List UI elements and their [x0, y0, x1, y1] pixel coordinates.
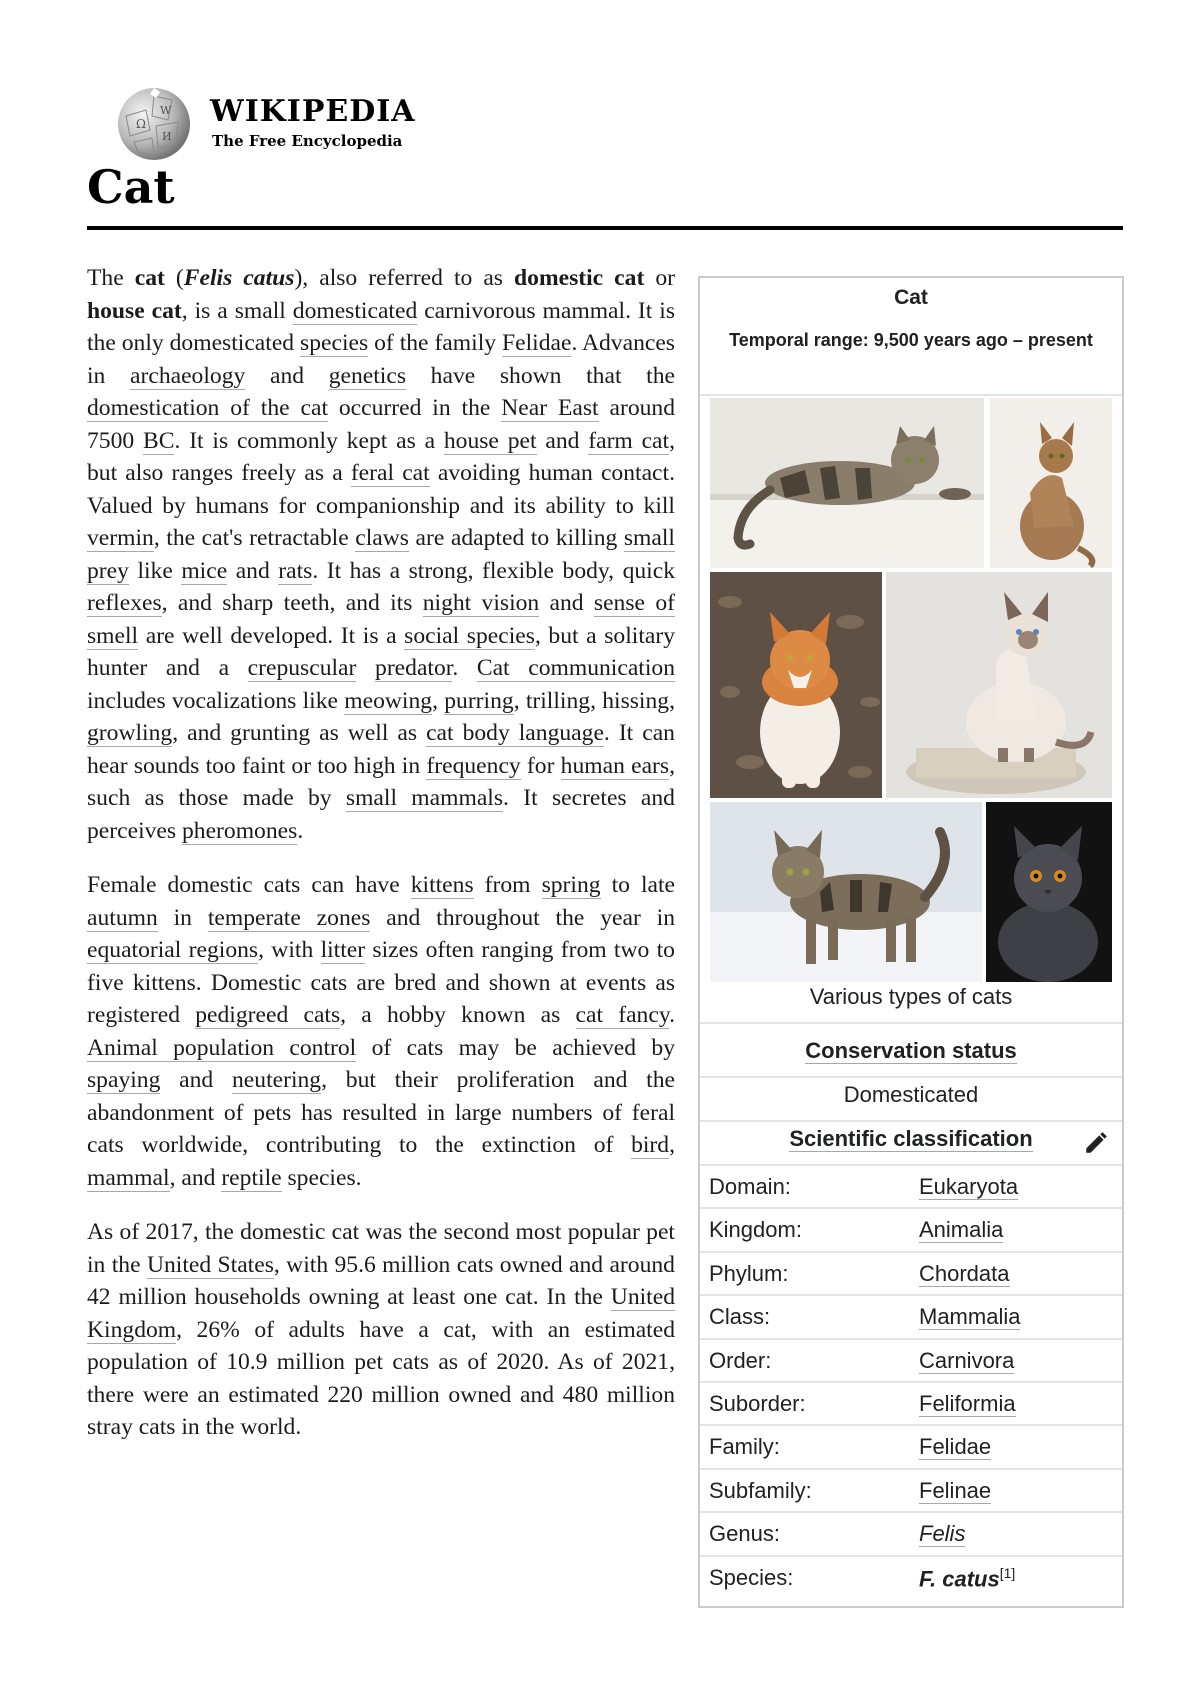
link-bc[interactable]: BC — [143, 427, 175, 454]
link-rats[interactable]: rats — [278, 557, 313, 584]
article-body — [87, 262, 675, 1466]
taxonomy-link[interactable]: Chordata — [919, 1260, 1010, 1286]
scientific-classification-heading[interactable]: Scientific classification — [700, 1126, 1122, 1152]
taxonomy-value[interactable] — [919, 1304, 1020, 1330]
taxonomy-row — [700, 1338, 1122, 1382]
reference-link[interactable]: [1] — [999, 1564, 1016, 1581]
taxonomy-value[interactable] — [919, 1478, 991, 1504]
wikipedia-wordmark: WIKIPEDIA — [210, 94, 416, 129]
taxonomy-rank: Subfamily: — [709, 1477, 812, 1503]
taxonomy-value[interactable] — [919, 1174, 1018, 1200]
link-vermin[interactable]: vermin — [87, 525, 154, 551]
link-crepuscular[interactable]: crepuscular — [247, 655, 357, 681]
wikipedia-logo[interactable] — [116, 86, 416, 166]
cat-photo-siamese[interactable] — [886, 572, 1112, 798]
taxonomy-rank: Kingdom: — [709, 1217, 802, 1243]
taxonomy-link[interactable]: Carnivora — [919, 1347, 1015, 1373]
link-bird[interactable]: bird — [631, 1132, 670, 1158]
infobox-title: Cat — [894, 286, 928, 309]
taxonomy-row — [700, 1251, 1122, 1295]
link-human-ears[interactable]: human ears — [560, 752, 670, 779]
link-litter[interactable]: litter — [320, 937, 366, 963]
infobox-divider — [700, 1022, 1122, 1024]
taxonomy-row — [700, 1555, 1122, 1599]
article-paragraph-1: The cat (Felis catus), also referred to as domestic cat or house cat, is a small domesticated carnivorous mammal. It is the only domesticated species of the family Felidae. Advances in archaeology and genetics have shown that the domestication of the cat occurred in the Near East around 7500 BC. It is commonly kept as a house pet and farm cat, but also ranges freely as a feral cat avoiding human contact. Valued by humans for companionship and its ability to kill vermin, the cat's retractable claws are adapted to killing small prey like mice and rats. It has a strong, flexible body, quick reflexes, and sharp teeth, and its night vision and sense of smell are well developed. It is a social species, but a solitary hunter and a crepuscular predator. Cat communication includes vocalizations like meowing, purring, trilling, hissing, growling, and grunting as well as cat body language. It can hear sounds too faint or too high in frequency for human ears, such as those made by small mammals. It secretes and perceives pheromones. — [87, 265, 676, 844]
link-mice[interactable]: mice — [181, 557, 228, 584]
link-archaeology[interactable]: archaeology — [130, 362, 246, 389]
page-title: Cat — [87, 160, 175, 214]
cat-photo-tabby-lying[interactable] — [710, 398, 984, 568]
taxonomy-rank: Phylum: — [709, 1260, 789, 1286]
taxonomy-link[interactable]: Felidae — [919, 1434, 992, 1460]
taxonomy-link[interactable]: Felis — [919, 1521, 966, 1547]
binomial-name: Felis catus — [183, 265, 295, 291]
taxonomy-link[interactable]: Feliformia — [919, 1391, 1016, 1416]
infobox-divider — [700, 394, 1122, 396]
taxonomy-rank: Species: — [709, 1564, 794, 1590]
link-predator[interactable]: predator — [375, 655, 453, 681]
infobox — [698, 276, 1124, 1608]
taxonomy-row — [700, 1164, 1122, 1208]
link-temperate-zones[interactable]: temperate zones — [207, 904, 371, 931]
link-claws[interactable]: claws — [355, 525, 409, 551]
link-purring[interactable]: purring — [444, 687, 514, 714]
taxonomy-value[interactable] — [919, 1434, 991, 1460]
cat-photo-ginger-white[interactable] — [710, 572, 882, 798]
taxonomy-row — [700, 1207, 1122, 1251]
taxonomy-rank: Genus: — [709, 1521, 780, 1547]
taxonomy-link[interactable]: Animalia — [919, 1217, 1004, 1243]
taxonomy-rank: Family: — [709, 1434, 780, 1460]
puzzle-globe-icon — [116, 86, 192, 162]
link-united-kingdom[interactable]: United Kingdom — [87, 1284, 675, 1343]
taxonomy-value[interactable] — [919, 1565, 1015, 1592]
link-house-pet[interactable]: house pet — [443, 427, 537, 454]
taxonomy-row — [700, 1511, 1122, 1555]
link-domestication-of-the-cat[interactable]: domestication of the cat — [87, 395, 328, 421]
link-spaying[interactable]: spaying — [87, 1067, 161, 1093]
link-frequency[interactable]: frequency — [426, 752, 521, 779]
link-animal-population-control[interactable]: Animal population control — [87, 1034, 357, 1061]
link-cat-communication[interactable]: Cat communication — [476, 655, 675, 681]
link-autumn[interactable]: autumn — [87, 904, 158, 931]
taxonomy-row — [700, 1468, 1122, 1512]
taxonomy-row — [700, 1294, 1122, 1338]
link-equatorial-regions[interactable]: equatorial regions — [87, 937, 259, 963]
link-genetics[interactable]: genetics — [328, 362, 407, 389]
article-paragraph-3: As of 2017, the domestic cat was the second most popular pet in the United States, with 95.6 million cats owned and around 42 million households owning at least one cat. In the United Kingdom, 26% of adults have a cat, with an estimated population of 10.9 million pet cats as of 2020. As of 2021, there were an estimated 220 million owned and 480 million stray cats in the world. — [87, 1219, 675, 1440]
taxonomy-rank: Suborder: — [709, 1391, 806, 1416]
taxonomy-row — [700, 1424, 1122, 1468]
svg-text:Ω: Ω — [136, 117, 146, 131]
link-feral-cat[interactable]: feral cat — [350, 460, 430, 486]
link-social-species[interactable]: social species — [404, 622, 535, 649]
svg-text:И: И — [162, 130, 172, 143]
title-divider — [87, 226, 1123, 230]
svg-text:W: W — [160, 104, 172, 117]
link-farm-cat[interactable]: farm cat — [588, 427, 670, 454]
bold-term: cat — [134, 265, 165, 291]
taxonomy-rank: Domain: — [709, 1174, 791, 1199]
taxonomy-rank: Order: — [709, 1347, 772, 1373]
link-felidae[interactable]: Felidae — [501, 330, 572, 356]
link-species[interactable]: species — [300, 330, 369, 356]
taxonomy-value[interactable] — [919, 1261, 1010, 1287]
link-near-east[interactable]: Near East — [501, 395, 599, 421]
taxonomy-value[interactable] — [919, 1391, 1016, 1417]
cat-photo-abyssinian[interactable] — [990, 398, 1112, 568]
taxonomy-link[interactable]: Felinae — [919, 1477, 992, 1503]
taxonomy-value[interactable] — [919, 1348, 1014, 1374]
taxonomy-link[interactable]: Eukaryota — [919, 1174, 1019, 1199]
link-reflexes[interactable]: reflexes — [87, 590, 162, 616]
link-pedigreed-cats[interactable]: pedigreed cats — [195, 1002, 341, 1028]
taxonomy-value[interactable] — [919, 1521, 965, 1547]
wikipedia-tagline: The Free Encyclopedia — [212, 132, 403, 150]
taxonomy-row — [700, 1381, 1122, 1425]
link-night-vision[interactable]: night vision — [422, 590, 540, 616]
image-caption: Various types of cats — [809, 984, 1013, 1009]
infobox-divider — [700, 1120, 1122, 1122]
link-growling[interactable]: growling — [87, 720, 173, 746]
link-sense-of-smell[interactable]: sense of smell — [87, 590, 675, 649]
taxonomy-rank: Class: — [709, 1304, 771, 1330]
link-small-prey[interactable]: small prey — [87, 525, 675, 584]
cat-photo-grey-shorthair[interactable] — [986, 802, 1112, 982]
taxonomy-link[interactable]: Mammalia — [919, 1304, 1021, 1330]
edit-pencil-icon[interactable] — [1083, 1130, 1109, 1156]
conservation-status-heading[interactable]: Conservation status — [805, 1038, 1017, 1063]
article-paragraph-2: Female domestic cats can have kittens from spring to late autumn in temperate zones and throughout the year in equatorial regions, with litter sizes often ranging from two to five kittens. Domestic cats are bred and shown at events as registered pedigreed cats, a hobby known as cat fancy. Animal population control of cats may be achieved by spaying and neutering, but their proliferation and the abandonment of pets has resulted in large numbers of feral cats worldwide, contributing to the extinction of bird, mammal, and reptile species. — [87, 872, 676, 1191]
bold-term: house cat — [87, 297, 182, 324]
infobox-divider — [700, 1076, 1122, 1078]
link-spring[interactable]: spring — [541, 872, 601, 898]
taxonomy-value[interactable] — [919, 1217, 1003, 1243]
link-meowing[interactable]: meowing — [344, 687, 433, 714]
link-small-mammals[interactable]: small mammals — [345, 785, 504, 811]
link-mammal[interactable]: mammal — [87, 1164, 170, 1191]
link-united-states[interactable]: United States — [146, 1251, 274, 1278]
taxonomy-link[interactable]: F. catus — [919, 1565, 1000, 1591]
link-reptile[interactable]: reptile — [221, 1164, 282, 1191]
link-neutering[interactable]: neutering — [232, 1067, 322, 1093]
link-cat-body-language[interactable]: cat body language — [426, 720, 604, 746]
link-pheromones[interactable]: pheromones — [181, 817, 298, 844]
link-cat-fancy[interactable]: cat fancy — [575, 1002, 670, 1028]
cat-photo-tabby-snow[interactable] — [710, 802, 982, 982]
link-kittens[interactable]: kittens — [410, 872, 474, 898]
link-domesticated[interactable]: domesticated — [292, 297, 418, 324]
bold-term: domestic cat — [514, 265, 645, 291]
conservation-status-value: Domesticated — [843, 1082, 979, 1107]
temporal-range: Temporal range: 9,500 years ago – present — [729, 330, 1093, 350]
